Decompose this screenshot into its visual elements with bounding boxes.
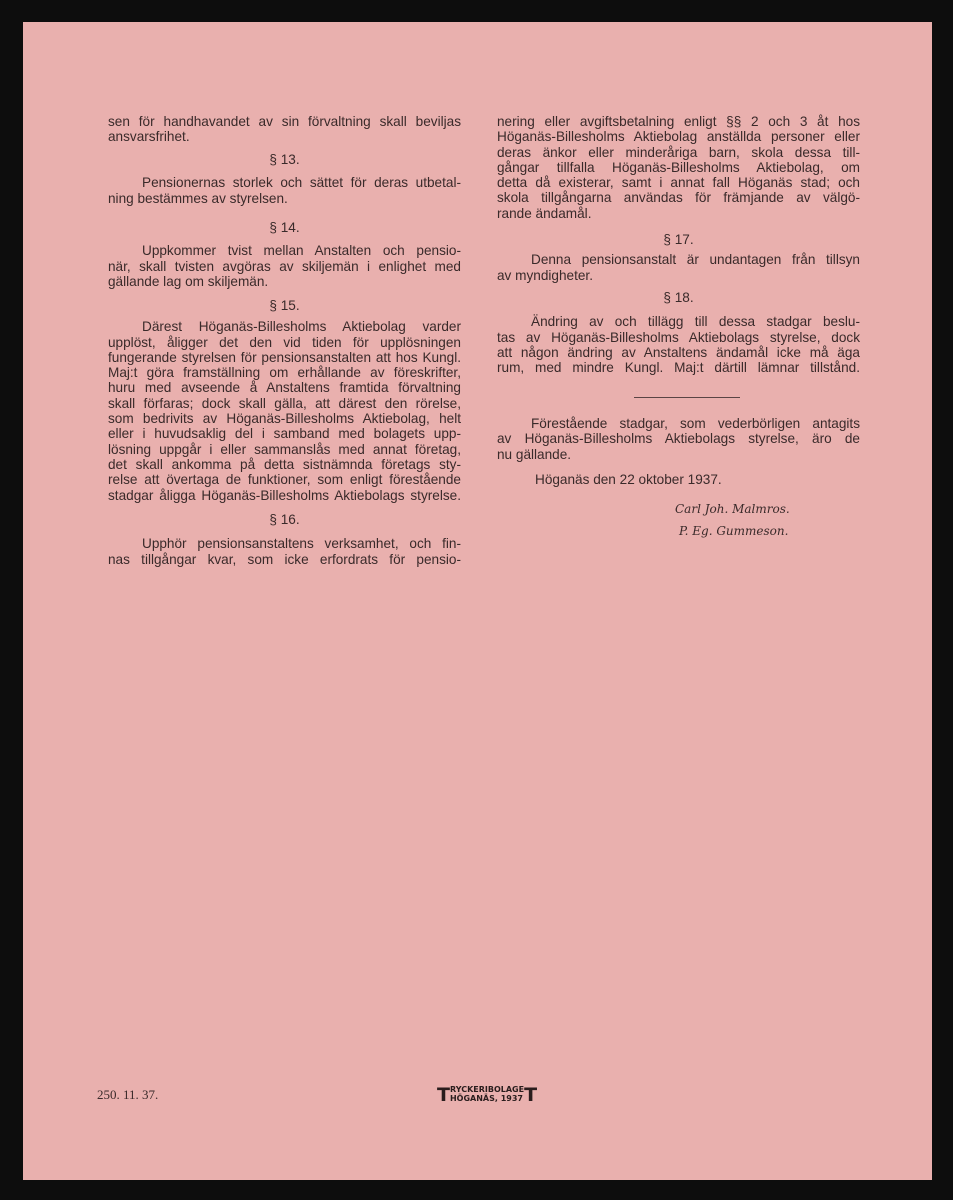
text-line: Pensionernas storlek och sättet för deras utbetal- [142, 175, 461, 191]
intro-paragraph [108, 114, 461, 145]
closing-paragraph [497, 416, 860, 462]
text-line: Ändring av och tillägg till dessa stadgar beslu- [531, 314, 860, 330]
section-18 [497, 290, 860, 375]
text-line: relse att övertaga de funktioner, som enligt förestående [108, 472, 461, 488]
text-line: av Höganäs-Billesholms Aktiebolags styrelse, äro de [497, 431, 860, 447]
text-line: ning bestämmes av styrelsen. [108, 190, 288, 206]
signature-gummeson: P. Eg. Gummeson. [679, 524, 789, 538]
section-heading: § 13. [269, 152, 300, 167]
text-line: Höganäs-Billesholms Aktiebolag anställda personer eller [497, 129, 860, 145]
text-line: Maj:t göra framställning om erhållande av föreskrifter, [108, 365, 461, 381]
text-line: upplöst, åligger det den vid tiden för upplösningen [108, 334, 461, 350]
section-15 [108, 298, 461, 503]
text-line: tas av Höganäs-Billesholms Aktiebolags styrelse, dock [497, 329, 860, 345]
print-run-number: 250. 11. 37. [97, 1087, 159, 1102]
text-line: ansvarsfrihet. [108, 129, 190, 145]
text-line: nering eller avgiftsbetalning enligt §§ 2 och 3 åt hos [497, 114, 860, 129]
text-line: fungerande styrelsen för pensionsanstalten att hos Kungl. [108, 349, 461, 365]
text-line: Förestående stadgar, som vederbörligen antagits [531, 416, 860, 431]
text-line: rande ändamål. [497, 205, 592, 221]
text-line: gångar tillfalla Höganäs-Billesholms Aktiebolag, om [497, 159, 860, 175]
text-line: nu gällande. [497, 446, 572, 462]
text-line: detta då existerar, samt i annat fall Höganäs stad; och [497, 175, 860, 191]
text-line: skola tillgångarna användas för främjande av välgö- [497, 190, 860, 206]
section-heading: § 17. [663, 232, 694, 247]
text-line: sen för handhavandet av sin förvaltning skall beviljas [108, 114, 461, 129]
printer-imprint [437, 1085, 537, 1105]
printer-initial: T [437, 1084, 450, 1106]
text-line: skall förfaras; dock skall gälla, att därest den rörelse, [108, 395, 461, 411]
date-line: Höganäs den 22 oktober 1937. [535, 472, 722, 487]
section-heading: § 15. [269, 298, 300, 313]
section-17 [497, 232, 860, 283]
section-heading: § 14. [269, 220, 300, 235]
section-heading: § 18. [663, 290, 694, 305]
text-line: som bedrivits av Höganäs-Billesholms Aktiebolag, helt [108, 411, 461, 427]
text-line: Uppkommer tvist mellan Anstalten och pensio- [142, 243, 461, 259]
text-line: det skall ankomma på detta sistnämnda företags sty- [108, 456, 461, 472]
text-line: när, skall tvisten avgöras av skiljemän i enlighet med [108, 258, 461, 274]
text-line: av myndigheter. [497, 267, 593, 283]
printer-text [450, 1085, 524, 1105]
text-line: eller i huvudsaklig del i samband med bolagets upp- [108, 426, 461, 442]
text-line: Upphör pensionsanstaltens verksamhet, och fin- [142, 536, 461, 552]
text-line: lösning uppgår i eller sammanslås med annat företag, [108, 441, 461, 457]
text-line: att någon ändring av Anstaltens ändamål icke må äga [497, 344, 860, 360]
text-line: nas tillgångar kvar, som icke erfordrats för pensio- [108, 551, 461, 567]
text-line: deras änkor eller minderåriga barn, skola dessa till- [497, 144, 860, 160]
divider-rule [634, 397, 740, 398]
section-16-continued [497, 114, 860, 221]
text-line: gällande lag om skiljemän. [108, 273, 269, 289]
printer-final: T [524, 1084, 538, 1106]
text-line: huru med avseende å Anstaltens framtida förvaltning [108, 380, 461, 396]
text-line: rum, med mindre Kungl. Maj:t därtill lämnar tillstånd. [497, 360, 860, 376]
text-line: Därest Höganäs-Billesholms Aktiebolag varder [142, 319, 461, 335]
section-heading: § 16. [269, 512, 300, 527]
section-13 [108, 152, 461, 206]
signature-malmros: Carl Joh. Malmros. [675, 502, 790, 516]
text-line: Denna pensionsanstalt är undantagen från tillsyn [531, 252, 860, 268]
printer-line: HÖGANÄS, 1937 [449, 1094, 523, 1103]
printer-line: RYCKERIBOLAGE [449, 1085, 525, 1094]
text-line: stadgar åligga Höganäs-Billesholms Aktiebolags styrelse. [108, 487, 461, 503]
section-14 [108, 220, 461, 289]
section-16 [108, 512, 461, 567]
